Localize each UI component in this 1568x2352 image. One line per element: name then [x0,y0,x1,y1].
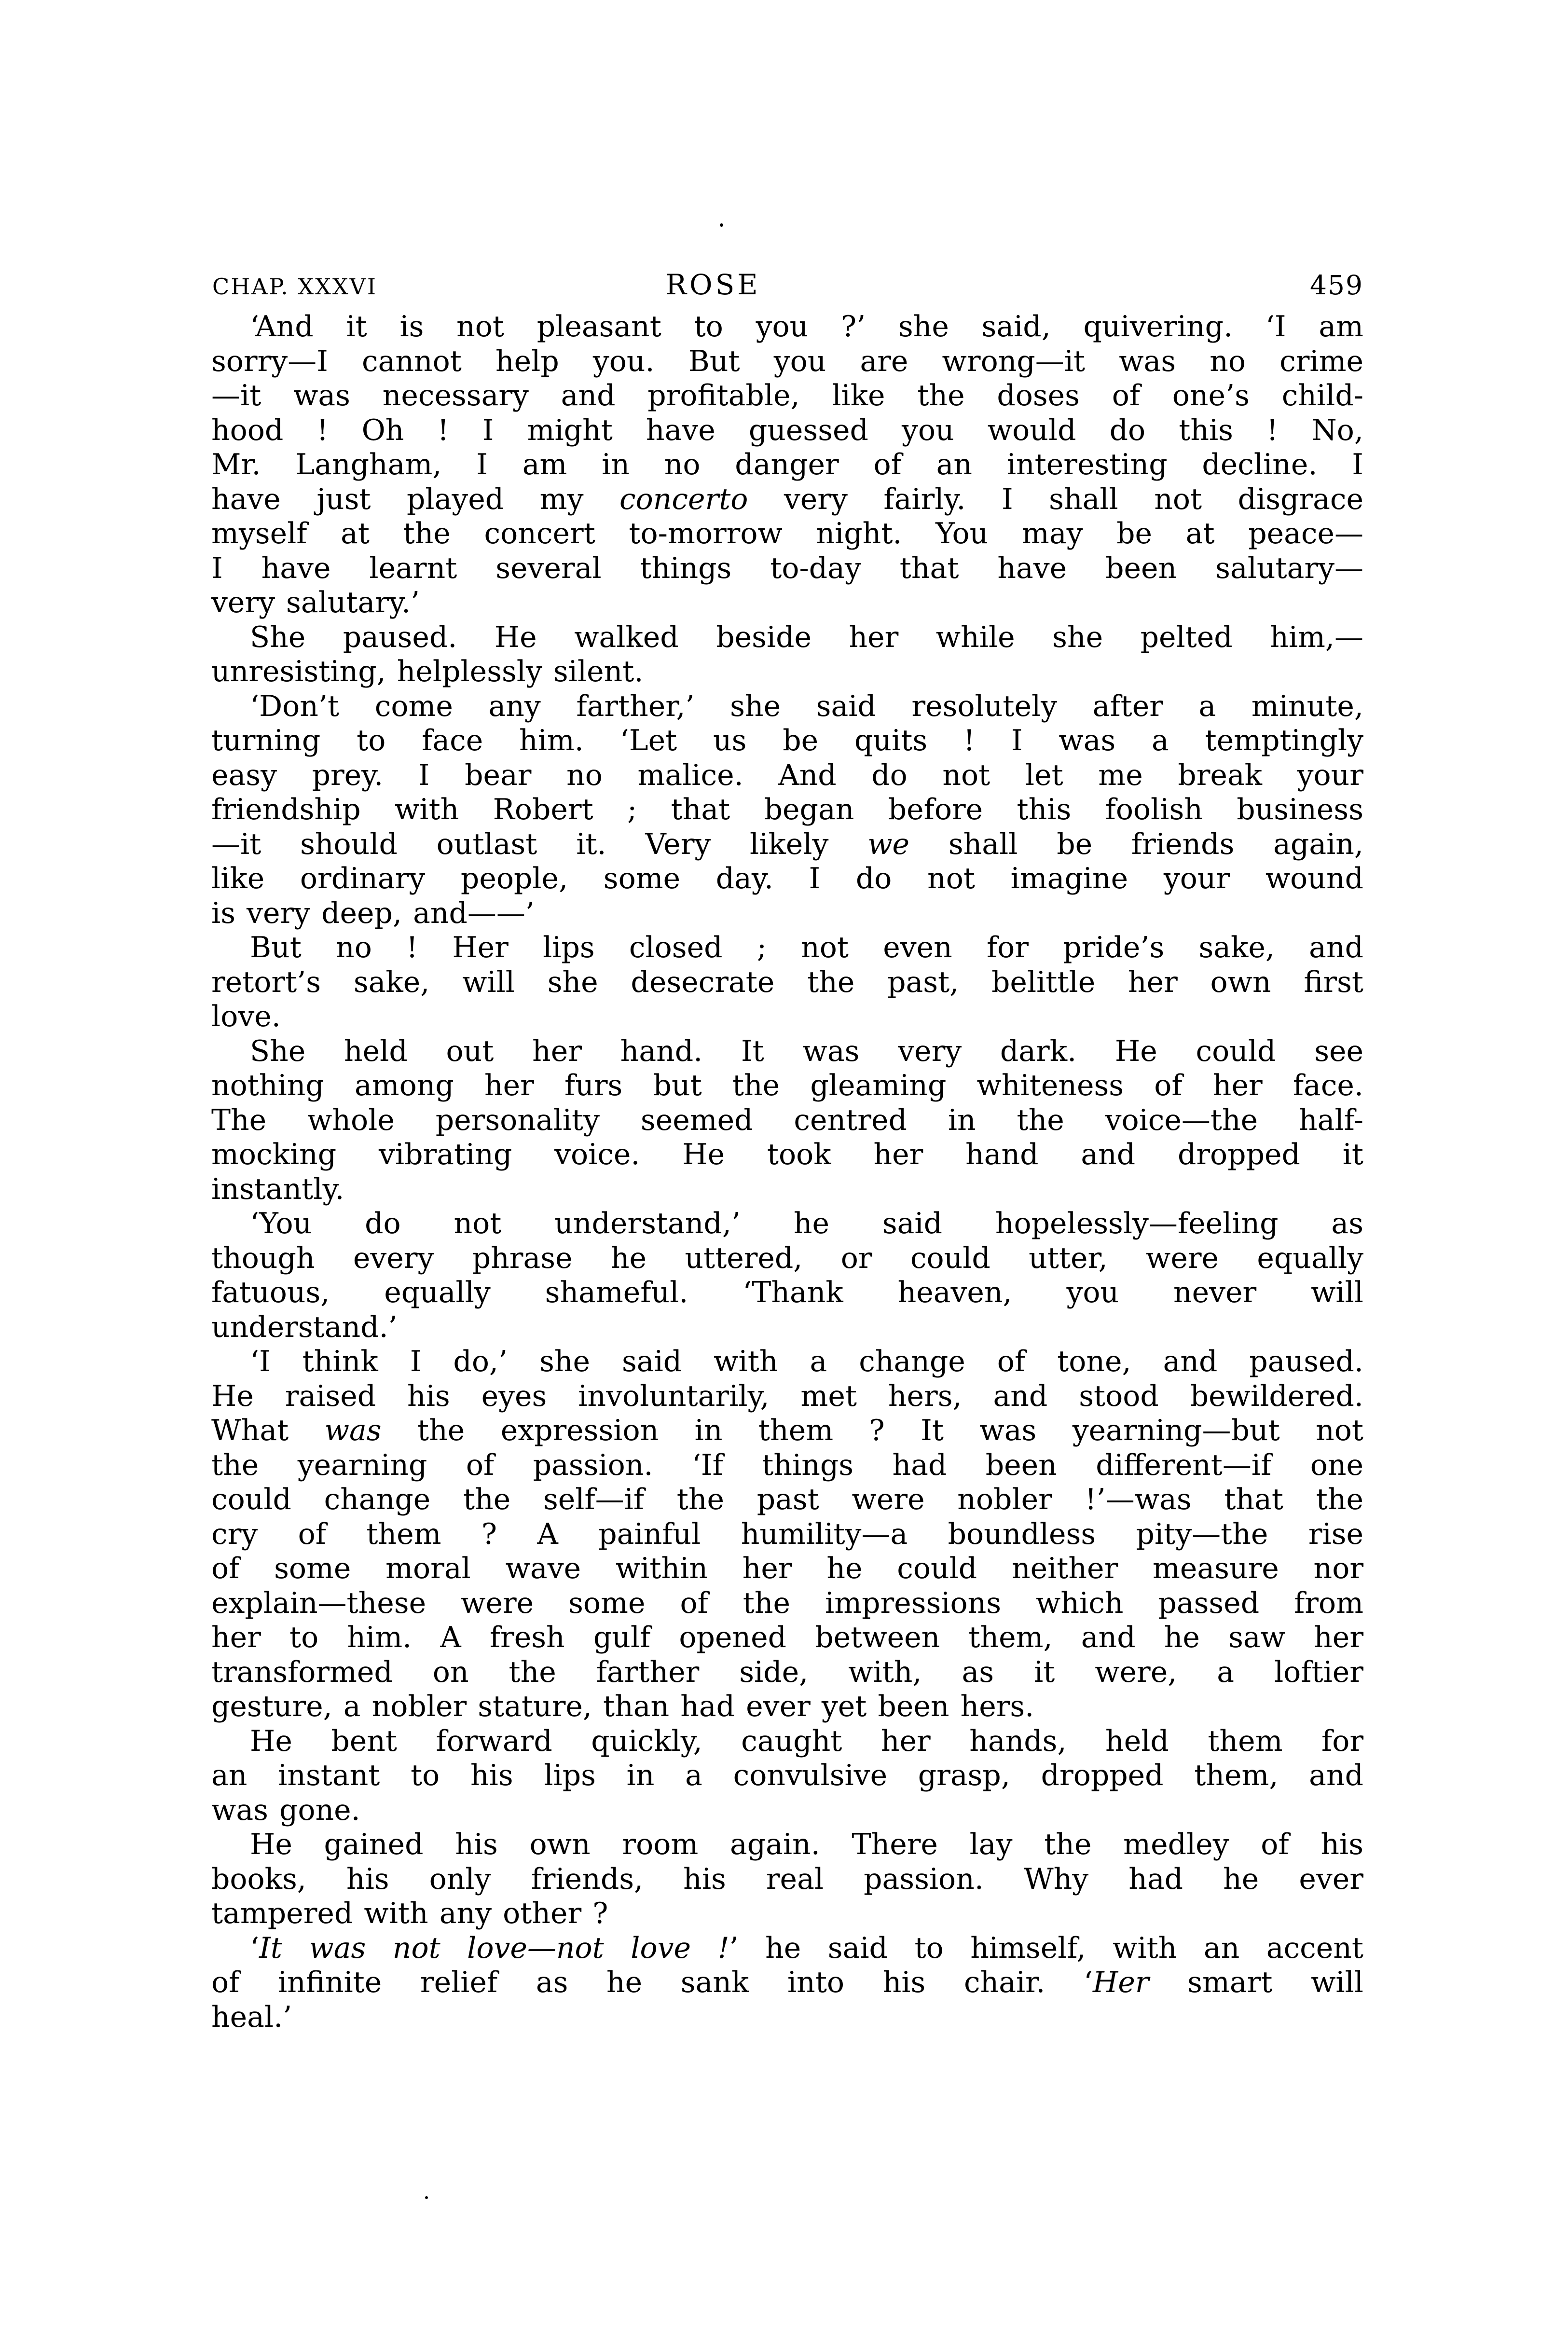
text-line [211,448,1363,482]
text-line [211,931,1363,965]
text-segment: very fairly. I shall not disgrace [748,482,1363,516]
text-line [211,551,1363,586]
running-title: ROSE [665,268,761,301]
text-segment: heal.’ [211,2000,292,2034]
text-line [211,1897,1363,1931]
text-segment: nothing among her furs but the gleaming whiteness of her face. [211,1069,1363,1102]
text-segment: her to him. A fresh gulf opened between them, and he saw her [211,1621,1363,1654]
text-segment: very salutary.’ [211,586,420,619]
text-segment: instantly. [211,1172,344,1206]
text-segment: explain—these were some of the impressions which passed from [211,1586,1363,1620]
text-line [211,310,1363,344]
paragraph [211,1034,1363,1207]
text-line [211,1690,1363,1724]
italic-text: was [324,1414,382,1447]
text-segment: She held out her hand. It was very dark. He could see [250,1034,1363,1068]
text-segment: ‘Don’t come any farther,’ she said resolutely after a minute, [250,689,1363,723]
text-line [211,1966,1363,2000]
paragraph [211,1724,1363,1828]
text-line [211,1828,1363,1862]
text-segment: unresisting, helplessly silent. [211,655,644,688]
text-segment: smart will [1149,1966,1363,1999]
text-segment: The whole personality seemed centred in the voice—the half- [211,1103,1363,1137]
text-line [211,689,1363,724]
text-line [211,1172,1363,1207]
text-line [211,758,1363,793]
text-segment: ‘ [250,1931,260,1965]
text-segment: easy prey. I bear no malice. And do not let me break your [211,758,1363,792]
scan-speck-icon [720,223,723,227]
paragraph [211,620,1363,689]
page-number: 459 [1310,270,1363,301]
text-segment: —it should outlast it. Very likely [211,827,868,861]
text-segment: friendship with Robert ; that began before this foolish business [211,793,1363,826]
text-segment: She paused. He walked beside her while she pelted him,— [250,620,1363,654]
text-line [211,379,1363,413]
text-line [211,1517,1363,1552]
text-line [211,1310,1363,1345]
text-line [211,1345,1363,1379]
text-segment: fatuous, equally shameful. ‘Thank heaven, you never will [211,1276,1363,1309]
paragraph [211,689,1363,931]
text-segment: transformed on the farther side, with, as it were, a loftier [211,1655,1363,1689]
text-line [211,1207,1363,1241]
text-segment: He raised his eyes involuntarily, met hers, and stood bewildered. [211,1379,1363,1413]
text-segment: ‘You do not understand,’ he said hopelessly—feeling as [250,1207,1363,1240]
text-segment: of some moral wave within her he could neither measure nor [211,1552,1363,1585]
text-line [211,1276,1363,1310]
paragraph [211,1207,1363,1345]
text-segment: love. [211,1000,281,1033]
text-line [211,2000,1363,2035]
text-line [211,1414,1363,1448]
page-body [211,310,1363,2035]
text-segment: have just played my [211,482,619,516]
text-line [211,1621,1363,1655]
text-line [211,1034,1363,1069]
text-segment: books, his only friends, his real passion. Why had he ever [211,1862,1363,1896]
text-segment: —it was necessary and profitable, like the doses of one’s child- [211,379,1363,413]
text-line [211,793,1363,827]
text-segment: He bent forward quickly, caught her hands, held them for [250,1724,1363,1758]
paragraph [211,310,1363,620]
text-line [211,586,1363,620]
italic-text: Her [1093,1966,1149,1999]
text-line [211,1379,1363,1414]
text-segment: cry of them ? A painful humility—a boundless pity—the rise [211,1517,1363,1551]
text-line [211,1793,1363,1828]
scan-speck-icon [425,2196,428,2199]
text-line [211,1448,1363,1483]
text-line [211,1552,1363,1586]
text-line [211,655,1363,689]
text-segment: But no ! Her lips closed ; not even for pride’s sake, and [250,931,1363,964]
text-segment: though every phrase he uttered, or could utter, were equally [211,1241,1363,1275]
text-line [211,1241,1363,1276]
text-line [211,620,1363,655]
italic-text: we [867,827,910,861]
text-line [211,1586,1363,1621]
text-line [211,413,1363,448]
text-segment: of infinite relief as he sank into his chair. ‘ [211,1966,1093,1999]
text-line [211,1138,1363,1172]
paragraph [211,1931,1363,2035]
text-line [211,1483,1363,1517]
text-line [211,517,1363,551]
italic-text: concerto [619,482,748,516]
text-segment: gesture, a nobler stature, than had ever yet been hers. [211,1690,1034,1723]
text-segment: ‘I think I do,’ she said with a change of tone, and paused. [250,1345,1363,1378]
text-segment: ’ he said to himself, with an accent [729,1931,1363,1965]
text-segment: What [211,1414,325,1447]
text-line [211,1000,1363,1034]
text-segment: like ordinary people, some day. I do not imagine your wound [211,862,1363,895]
paragraph [211,1345,1363,1724]
text-segment: hood ! Oh ! I might have guessed you would do this ! No, [211,413,1363,447]
paragraph [211,1828,1363,1931]
text-line [211,1069,1363,1103]
text-line [211,1655,1363,1690]
text-line [211,965,1363,1000]
text-line [211,1931,1363,1966]
text-line [211,1759,1363,1793]
text-line [211,344,1363,379]
text-line [211,1724,1363,1759]
text-line [211,724,1363,758]
text-line [211,827,1363,862]
text-segment: myself at the concert to-morrow night. You may be at peace— [211,517,1363,550]
text-segment: I have learnt several things to-day that have been salutary— [211,551,1363,585]
text-segment: shall be friends again, [909,827,1363,861]
text-segment: retort’s sake, will she desecrate the past, belittle her own first [211,965,1363,999]
paragraph [211,931,1363,1034]
text-line [211,1103,1363,1138]
italic-text: It was not love—not love ! [259,1931,729,1965]
text-line [211,1862,1363,1897]
text-segment: ‘And it is not pleasant to you ?’ she said, quivering. ‘I am [250,310,1363,344]
text-segment: was gone. [211,1793,360,1827]
text-segment: mocking vibrating voice. He took her hand and dropped it [211,1138,1363,1171]
page-header [211,0,1363,338]
text-segment: the expression in them ? It was yearning—but not [381,1414,1363,1447]
text-line [211,862,1363,896]
text-line [211,896,1363,931]
text-segment: the yearning of passion. ‘If things had been different—if one [211,1448,1363,1482]
text-segment: is very deep, and——’ [211,896,535,930]
text-segment: an instant to his lips in a convulsive grasp, dropped them, and [211,1759,1363,1792]
text-segment: tampered with any other ? [211,1897,608,1930]
text-line [211,482,1363,517]
text-segment: turning to face him. ‘Let us be quits ! I was a temptingly [211,724,1363,757]
text-segment: could change the self—if the past were nobler !’—was that the [211,1483,1363,1516]
text-segment: sorry—I cannot help you. But you are wrong—it was no crime [211,344,1363,378]
text-segment: understand.’ [211,1310,398,1344]
text-segment: He gained his own room again. There lay the medley of his [250,1828,1363,1861]
chapter-label: CHAP. XXXVI [212,274,378,300]
text-segment: Mr. Langham, I am in no danger of an interesting decline. I [211,448,1363,481]
